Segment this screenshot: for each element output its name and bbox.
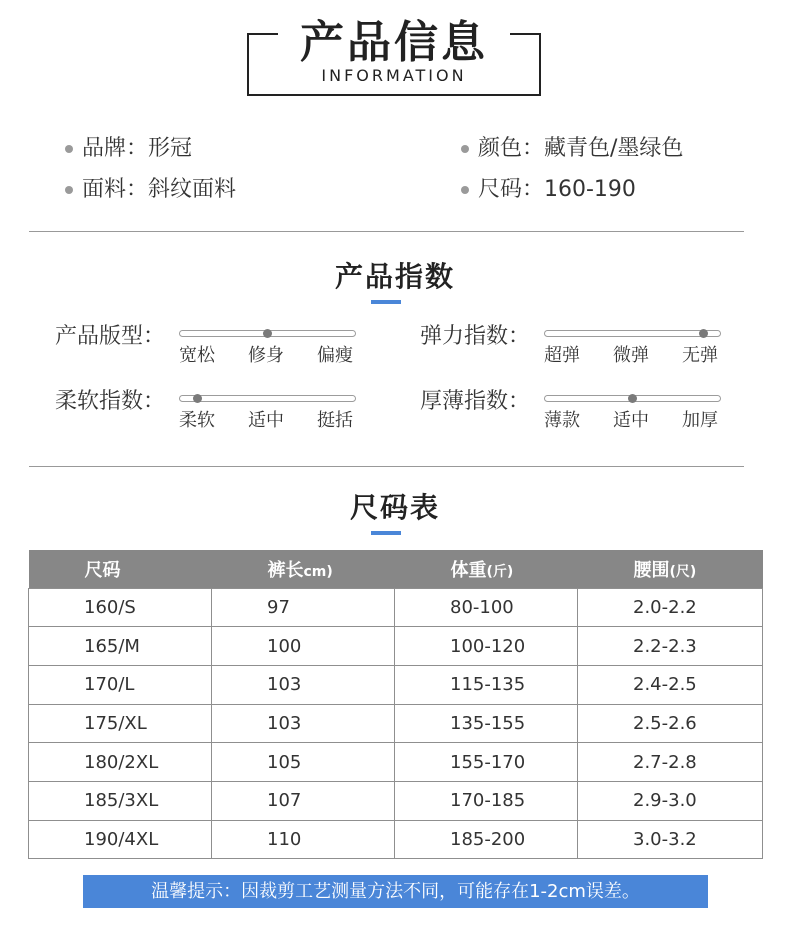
index-option: 修身 xyxy=(248,345,284,366)
table-cell: 180/2XL xyxy=(29,743,212,782)
header-size: 尺码 xyxy=(29,550,212,588)
table-cell: 107 xyxy=(212,781,395,820)
index-section-title: 产品指数 xyxy=(334,260,455,293)
table-cell: 80-100 xyxy=(395,588,578,627)
index-option: 偏瘦 xyxy=(317,345,353,366)
index-option: 挺括 xyxy=(317,410,353,431)
index-option: 无弹 xyxy=(682,345,718,366)
table-cell: 185-200 xyxy=(395,820,578,859)
index-label: 产品版型： xyxy=(55,324,166,349)
table-cell: 115-135 xyxy=(395,665,578,704)
table-row xyxy=(29,588,763,627)
size-section-title: 尺码表 xyxy=(349,491,440,524)
page-title: 产品信息 xyxy=(300,17,488,68)
header-weight: 体重(斤) xyxy=(395,550,578,588)
table-cell: 100 xyxy=(212,627,395,666)
table-cell: 2.7-2.8 xyxy=(578,743,763,782)
index-slider-track xyxy=(179,395,356,402)
header-waist: 腰围(尺) xyxy=(578,550,763,588)
page-subtitle: INFORMATION xyxy=(321,66,467,85)
table-row xyxy=(29,820,763,859)
table-row xyxy=(29,665,763,704)
index-label: 厚薄指数： xyxy=(420,389,531,414)
table-cell: 100-120 xyxy=(395,627,578,666)
header-length: 裤长cm) xyxy=(212,550,395,588)
table-cell: 165/M xyxy=(29,627,212,666)
index-slider-track xyxy=(544,330,721,337)
index-slider-knob xyxy=(193,394,202,403)
index-slider-knob xyxy=(699,329,708,338)
table-cell: 170-185 xyxy=(395,781,578,820)
index-label: 弹力指数： xyxy=(420,324,531,349)
info-color: 颜色：藏青色/墨绿色 xyxy=(478,136,684,161)
index-option: 加厚 xyxy=(682,410,718,431)
divider xyxy=(29,231,744,232)
table-cell: 190/4XL xyxy=(29,820,212,859)
table-row xyxy=(29,627,763,666)
table-cell: 135-155 xyxy=(395,704,578,743)
table-cell: 2.0-2.2 xyxy=(578,588,763,627)
index-option: 柔软 xyxy=(179,410,215,431)
table-cell: 105 xyxy=(212,743,395,782)
size-table xyxy=(28,550,763,859)
table-cell: 155-170 xyxy=(395,743,578,782)
size-table-header-row xyxy=(29,550,763,588)
table-cell: 170/L xyxy=(29,665,212,704)
index-option: 适中 xyxy=(613,410,649,431)
index-section-underline xyxy=(371,300,401,304)
table-cell: 97 xyxy=(212,588,395,627)
table-cell: 103 xyxy=(212,704,395,743)
bullet-icon xyxy=(461,186,469,194)
index-option: 薄款 xyxy=(544,410,580,431)
size-section-underline xyxy=(371,531,401,535)
table-cell: 2.2-2.3 xyxy=(578,627,763,666)
index-option: 超弹 xyxy=(544,345,580,366)
info-brand: 品牌：形冠 xyxy=(82,136,193,161)
table-row xyxy=(29,781,763,820)
index-label: 柔软指数： xyxy=(55,389,166,414)
bullet-icon xyxy=(461,145,469,153)
bullet-icon xyxy=(65,186,73,194)
table-row xyxy=(29,704,763,743)
info-fabric: 面料：斜纹面料 xyxy=(82,177,237,202)
index-slider-knob xyxy=(628,394,637,403)
info-size: 尺码：160-190 xyxy=(478,177,636,202)
table-cell: 110 xyxy=(212,820,395,859)
table-cell: 185/3XL xyxy=(29,781,212,820)
table-cell: 103 xyxy=(212,665,395,704)
table-cell: 2.9-3.0 xyxy=(578,781,763,820)
table-row xyxy=(29,743,763,782)
index-option: 宽松 xyxy=(179,345,215,366)
index-option: 适中 xyxy=(248,410,284,431)
table-cell: 2.5-2.6 xyxy=(578,704,763,743)
index-option: 微弹 xyxy=(613,345,649,366)
table-cell: 3.0-3.2 xyxy=(578,820,763,859)
table-cell: 160/S xyxy=(29,588,212,627)
measurement-note: 温馨提示：因裁剪工艺测量方法不同，可能存在1-2cm误差。 xyxy=(83,875,708,908)
table-cell: 2.4-2.5 xyxy=(578,665,763,704)
index-slider-knob xyxy=(263,329,272,338)
divider xyxy=(29,466,744,467)
bullet-icon xyxy=(65,145,73,153)
table-cell: 175/XL xyxy=(29,704,212,743)
